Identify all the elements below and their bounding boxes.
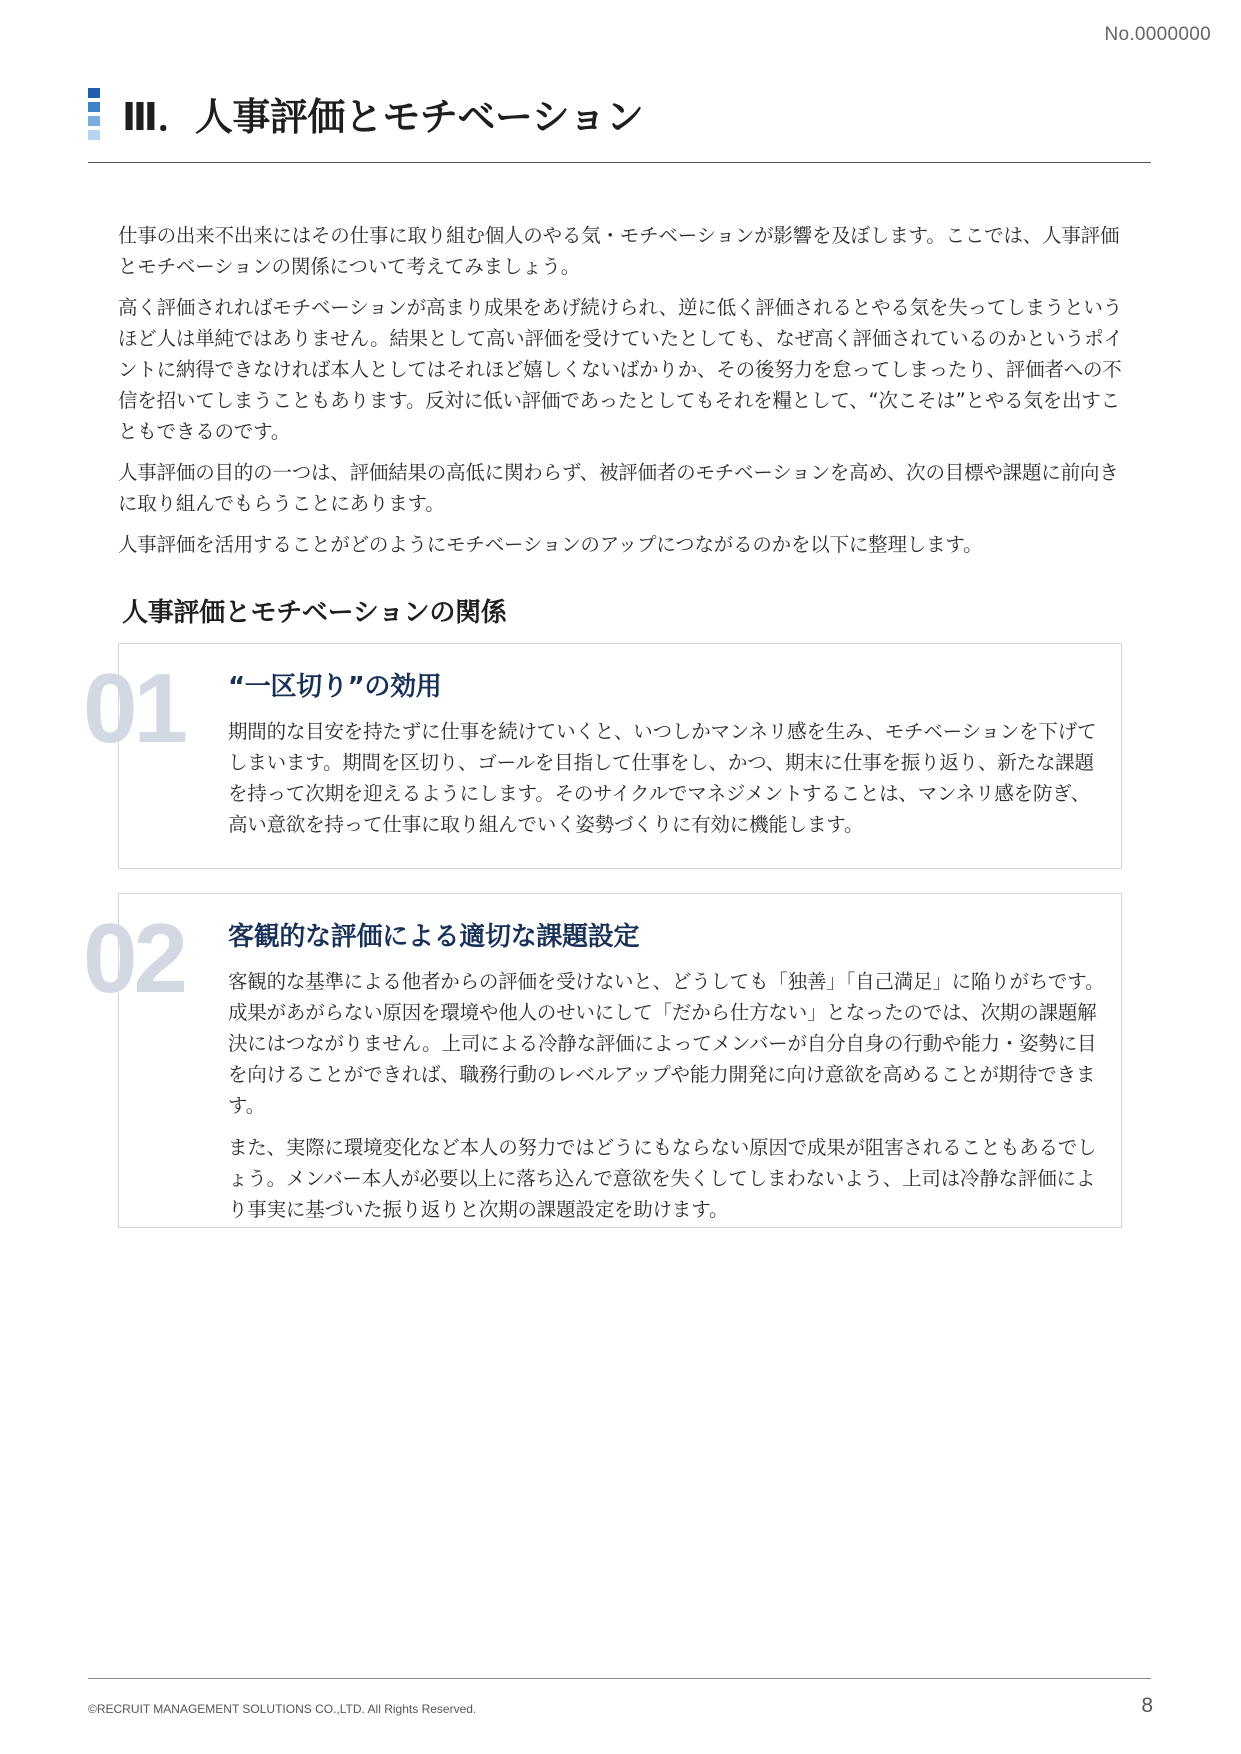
page-number: 8	[1141, 1694, 1153, 1717]
intro-paragraph: 仕事の出来不出来にはその仕事に取り組む個人のやる気・モチベーションが影響を及ぼします。ここでは、人事評価とモチベーションの関係について考えてみましょう。	[118, 224, 1120, 278]
card-number: 01	[83, 653, 185, 763]
doc-number: No.0000000	[1104, 24, 1211, 45]
card-paragraph: 期間的な目安を持たずに仕事を続けていくと、いつしかマンネリ感を生み、モチベーションを下げてしまいます。期間を区切り、ゴールを目指して仕事をし、かつ、期末に仕事を振り返り、新たな課題を持って次期を迎えるようにします。そのサイクルでマネジメントすることは、マンネリ感を防ぎ、高い意欲を持って仕事に取り組んでいく姿勢づくりに有効に機能します。	[228, 720, 1097, 836]
card-02	[83, 893, 1122, 1228]
page-title-block	[88, 86, 1151, 163]
title-marker-icon	[88, 88, 100, 144]
card-paragraph: また、実際に環境変化など本人の努力ではどうにもならない原因で成果が阻害されることもあるでしょう。メンバー本人が必要以上に落ち込んで意欲を失くしてしまわないよう、上司は冷静な評価により事実に基づいた振り返りと次期の課題設定を助けます。	[228, 1136, 1097, 1221]
card-body	[228, 966, 1108, 1236]
card-01	[83, 643, 1122, 869]
section-heading: 人事評価とモチベーションの関係	[122, 598, 507, 628]
intro-paragraph: 人事評価を活用することがどのようにモチベーションのアップにつながるのかを以下に整理します。	[118, 533, 983, 556]
intro-paragraph: 高く評価されればモチベーションが高まり成果をあげ続けられ、逆に低く評価されるとやる気を失ってしまうというほど人は単純ではありません。結果として高い評価を受けていたとしても、なぜ高く評価されているのかというポイントに納得できなければ本人としてはそれほど嬉しくないばかりか、その後努力を怠ってしまったり、評価者への不信を招いてしまうこともあります。反対に低い評価であったとしてもそれを糧として、“次こそは”とやる気を出すこともできるのです。	[118, 296, 1123, 443]
card-title: “一区切り”の効用	[228, 672, 442, 702]
title-marker-segment	[88, 102, 100, 112]
intro-section	[118, 220, 1124, 570]
card-body	[228, 716, 1108, 851]
footer-divider	[88, 1678, 1151, 1679]
title-marker-segment	[88, 116, 100, 126]
copyright: ©RECRUIT MANAGEMENT SOLUTIONS CO.,LTD. All Rights Reserved.	[88, 1702, 477, 1716]
page-title: Ⅲ．人事評価とモチベーション	[122, 95, 644, 139]
card-number: 02	[83, 903, 185, 1013]
intro-paragraph: 人事評価の目的の一つは、評価結果の高低に関わらず、被評価者のモチベーションを高め、次の目標や課題に前向きに取り組んでもらうことにあります。	[118, 461, 1119, 515]
card-title: 客観的な評価による適切な課題設定	[228, 922, 640, 952]
title-marker-segment	[88, 130, 100, 140]
card-paragraph: 客観的な基準による他者からの評価を受けないと、どうしても「独善」「自己満足」に陥りがちです。成果があがらない原因を環境や他人のせいにして「だから仕方ない」となったのでは、次期の課題解決にはつながりません。上司による冷静な評価によってメンバーが自分自身の行動や能力・姿勢に目を向けることができれば、職務行動のレベルアップや能力開発に向け意欲を高めることが期待できます。	[228, 970, 1105, 1117]
title-marker-segment	[88, 88, 100, 98]
